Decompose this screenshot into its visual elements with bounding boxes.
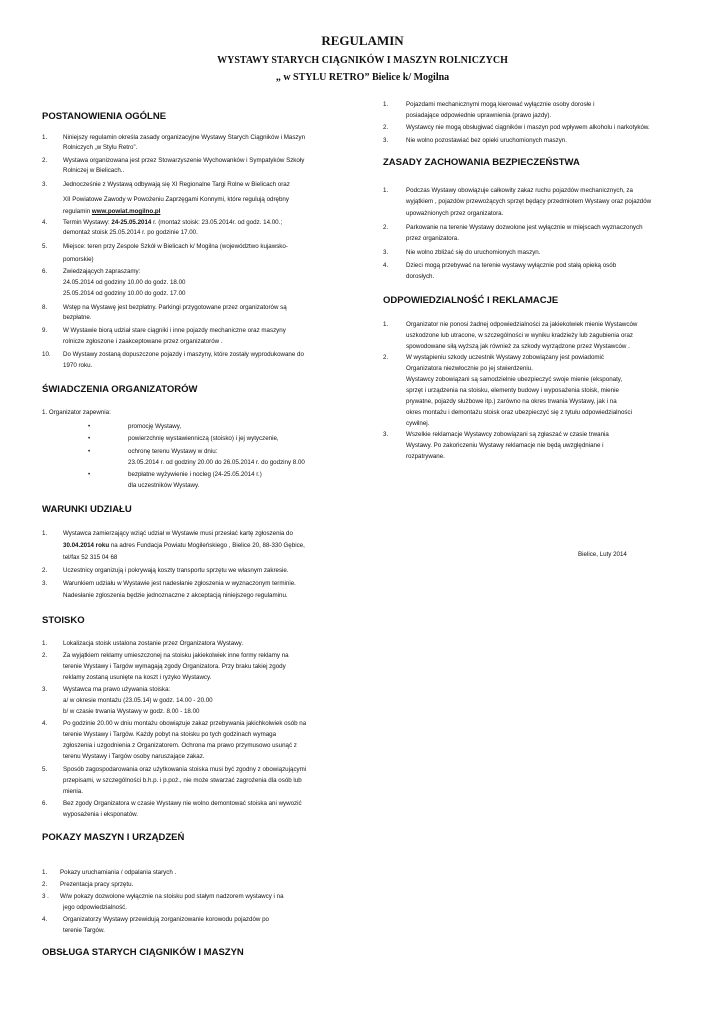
list-item-text: Organizatora niezwłocznie po jej stwierdzeniu. — [406, 365, 533, 372]
list-item-text: Miejsce: teren przy Zespole Szkół w Bielicach k/ Mogilna (województwo kujawsko- — [63, 243, 288, 250]
list-item-text: Po godzinie 20.00 w dniu montażu obowiązuje zakaz przebywania jakichkolwiek osób na — [63, 720, 307, 727]
list-number: 8. — [42, 304, 48, 311]
list-item-text: 23.05.2014 r. od godziny 20.00 do 26.05.2014 r. do godziny 8.00 — [128, 459, 305, 466]
list-item-text: Sposób zagospodarowania oraz użytkowania stoiska musi być zgodny z obowiązującymi — [63, 766, 307, 773]
list-number: 1. — [383, 187, 389, 194]
list-number: 2. — [42, 881, 48, 888]
list-item-text: demontaż stoisk 25.05.2014 r. po godzinie 17.00. — [63, 229, 198, 236]
list-item-text: Bez zgody Organizatora w czasie Wystawy nie wolno demontować stoiska ani wywozić — [63, 800, 302, 807]
list-item-text: jego odpowiedzialność. — [63, 904, 127, 911]
list-number: 2. — [383, 124, 389, 131]
list-item-text: regulamin — [63, 208, 92, 215]
list-item-text — [63, 542, 305, 549]
list-number: 5. — [42, 243, 48, 250]
list-number: 4. — [42, 916, 48, 923]
list-item-text — [63, 219, 282, 226]
bullet-icon: • — [88, 435, 91, 442]
list-item-text: cywilnej. — [406, 420, 430, 427]
list-item-text: Wstęp na Wystawę jest bezpłatny. Parkingi przygotowane przez organizatorów są — [63, 304, 287, 311]
list-item-text: terenu Wystawy i Targów osoby naruszające zakaz. — [63, 753, 205, 760]
list-item-text: dorosłych. — [406, 273, 435, 280]
list-item-text: pomorskie) — [63, 256, 94, 263]
list-number: 5. — [42, 766, 48, 773]
list-number: 1. — [42, 640, 48, 647]
list-item-text: Lokalizacja stoisk ustalona zostanie przez Organizatora Wystawy. — [63, 640, 244, 647]
list-item-text: Rolniczych „w Stylu Retro”. — [63, 144, 138, 151]
list-item-text: powierzchnię wystawienniczą (stoisko) i jej wytyczenie, — [128, 435, 279, 442]
list-item-text: Organizatorzy Wystawy przewidują zorganizowanie korowodu pojazdów po — [63, 916, 269, 923]
list-item-text: na adres Fundacja Powiatu Mogileńskiego , Bielice 20, 88-330 Gębice, — [109, 542, 305, 549]
list-number: 10. — [42, 351, 51, 358]
list-item-text: b/ w czasie trwania Wystawy w godz. 8.00 - 18.00 — [63, 708, 200, 715]
list-item-text: prywatne, pojazdy służbowe itp.) zarówno na okres trwania Wystawy, jak i na — [406, 398, 617, 405]
list-item-text: terenie Wystawy i Targów. Każdy pobyt na stoisku po tych godzinach wymaga — [63, 731, 277, 738]
list-item-text: 1970 roku. — [63, 362, 93, 369]
list-number: 3. — [383, 249, 389, 256]
document-title: REGULAMIN — [321, 33, 404, 48]
section-heading-odpowiedzialnosc: ODPOWIEDZIALNOŚĆ I REKLAMACJE — [383, 295, 559, 306]
list-item-text: Za wyjątkiem reklamy umieszczonej na stoisku jakiekolwiek inne formy reklamy na — [63, 652, 289, 659]
list-item-text: reklamy zostaną usunięte na koszt i ryzyko Wystawcy. — [63, 674, 212, 681]
list-item-text: Dzieci mogą przebywać na terenie wystawy wyłącznie pod stałą opieką osób — [406, 262, 617, 269]
list-item-text: bezpłatne. — [63, 314, 92, 321]
list-number: 4. — [42, 219, 48, 226]
list-item-text: Wystawca ma prawo używania stoiska: — [63, 686, 171, 693]
list-item-text: W wystąpieniu szkody uczestnik Wystawy zobowiązany jest powiadomić — [406, 354, 605, 361]
list-item-text: W/w pokazy dozwolone wyłącznie na stoisku pod stałym nadzorem wystawcy i na — [60, 893, 284, 900]
bullet-icon: • — [88, 423, 91, 430]
list-item-text: sprzęt i urządzenia na stoisku, elementy budowy i wyposażenia stoisk, mienie — [406, 387, 619, 394]
list-item-text: upoważnionych przez organizatora. — [406, 210, 504, 217]
list-item-text: Wszelkie reklamacje Wystawcy zobowiązani są zgłaszać w czasie trwania — [406, 431, 609, 438]
list-item-text: Prezentacja pracy sprzętu. — [60, 881, 134, 888]
section-heading-swiadczenia: ŚWIADCZENIA ORGANIZATORÓW — [42, 384, 198, 395]
list-item-text: tel/fax 52 315 04 68 — [63, 554, 118, 561]
list-number: 9. — [42, 327, 48, 334]
list-item-text: XII Powiatowe Zawody w Powożeniu Zaprzęgami Konnymi, które regulują odrębny — [63, 196, 289, 203]
list-item-text: Parkowanie na terenie Wystawy dozwolone jest wyłącznie w miejscach wyznaczonych — [406, 224, 643, 231]
list-item-text: Nie wolno zbliżać się do uruchomionych maszyn. — [406, 249, 541, 256]
list-item-text: terenie Targów. — [63, 927, 105, 934]
list-item-text: 1. Organizator zapewnia: — [42, 409, 111, 416]
section-heading-obsluga: OBSŁUGA STARYCH CIĄGNIKÓW I MASZYN — [42, 947, 244, 958]
list-number: 3. — [383, 431, 389, 438]
list-item-text: r. (montaż stoisk: 23.05.2014r. od godz. 14.00.; — [151, 219, 283, 226]
list-item-text: Pokazy uruchamiania / odpalania starych . — [60, 869, 177, 876]
list-item-text: rolnicze zgłoszone i zaakceptowane przez organizatorów . — [63, 338, 223, 345]
list-item-text: promocję Wystawy, — [128, 423, 182, 430]
list-item-text: Rolniczej w Bielicach.. — [63, 167, 125, 174]
list-item-text: Podczas Wystawy obowiązuje całkowity zakaz ruchu pojazdów mechanicznych, za — [406, 187, 633, 194]
list-number: 3 . — [42, 893, 49, 900]
list-number: 2. — [42, 157, 48, 164]
list-item-text: Do Wystawy zostaną dopuszczone pojazdy i maszyny, które zostały wyprodukowane do — [63, 351, 304, 358]
bullet-icon: • — [88, 471, 91, 478]
list-item-text: dla uczestników Wystawy. — [128, 482, 200, 489]
list-item-text: Uczestnicy organizują i pokrywają koszty transportu sprzętu we własnym zakresie. — [63, 567, 289, 574]
list-item-text: 24.05.2014 od godziny 10.00 do godz. 18.00 — [63, 279, 186, 286]
list-item-text: przepisami, w szczególności b.h.p. i p.poż., nie może stwarzać zagrożenia dla osób lub — [63, 777, 302, 784]
list-number: 1. — [42, 869, 48, 876]
list-item-text: a/ w okresie montażu (23.05.14) w godz. 14.00 - 20.00 — [63, 697, 213, 704]
list-item-text: uszkodzone lub utracone, w szczególności w wyniku kradzieży lub zagubienia oraz — [406, 332, 633, 339]
list-item-text: Organizator nie ponosi żadnej odpowiedzialności za jakiekolwiek mienie Wystawców — [406, 321, 638, 328]
list-item-text: Jednocześnie z Wystawą odbywają się XI Regionalne Targi Rolne w Bielicach oraz — [63, 181, 290, 188]
list-item-text: posiadające odpowiednie uprawnienia (prawo jazdy). — [406, 112, 552, 119]
list-number: 3. — [42, 181, 48, 188]
list-number: 1. — [383, 101, 389, 108]
list-item-text: Pojazdami mechanicznymi mogą kierować wyłącznie osoby dorosłe i — [406, 101, 595, 108]
list-item-text: rozpatrywane. — [406, 453, 445, 460]
list-number: 1. — [42, 530, 48, 537]
list-item-text: Nie wolno pozostawiać bez opieki uruchomionych maszyn. — [406, 137, 567, 144]
list-number: 2. — [42, 567, 48, 574]
list-number: 3. — [42, 686, 48, 693]
list-item-text: W Wystawie biorą udział stare ciągniki i inne pojazdy mechaniczne oraz maszyny — [63, 327, 286, 334]
list-item-text: zgłoszenia i uzgodnienia z Organizatorem. Ochrona ma prawo przymusowo usunąć z — [63, 742, 297, 749]
website-link[interactable]: www.powiat.mogilno.pl — [91, 208, 161, 215]
list-item-text — [63, 208, 160, 215]
section-heading-zasady: ZASADY ZACHOWANIA BEZPIECZEŃSTWA — [383, 157, 580, 168]
list-number: 2. — [383, 354, 389, 361]
list-item-text: przez organizatora. — [406, 235, 459, 242]
list-number: 6. — [42, 800, 48, 807]
section-heading-stoisko: STOISKO — [42, 615, 85, 626]
list-number: 2. — [42, 652, 48, 659]
list-item-text: Wystawcy nie mogą obsługiwać ciągników i maszyn pod wpływem alkoholu i narkotyków. — [406, 124, 650, 131]
section-heading-warunki: WARUNKI UDZIAŁU — [42, 504, 132, 515]
section-heading-pokazy: POKAZY MASZYN I URZĄDZEŃ — [42, 832, 185, 843]
bullet-icon: • — [88, 448, 91, 455]
document-subtitle: WYSTAWY STARYCH CIĄGNIKÓW I MASZYN ROLNICZYCH — [217, 55, 508, 66]
list-item-text: okres montażu i demontażu stoisk oraz ubezpieczyć się z tytułu odpowiedzialności — [406, 409, 632, 416]
list-item-text: Niniejszy regulamin określa zasady organizacyjne Wystawy Starych Ciągników i Maszyn — [63, 134, 306, 141]
list-item-text: Termin Wystawy: — [63, 219, 112, 226]
list-number: 1. — [383, 321, 389, 328]
list-item-text: Wystawcy zobowiązani są samodzielnie ubezpieczyć swoje mienie (eksponaty, — [406, 376, 623, 383]
list-item-text: bezpłatne wyżywienie i nocleg (24-25.05.2014 r.) — [128, 471, 262, 478]
list-item-text: wyposażenia i eksponatów. — [63, 811, 138, 818]
list-number: 3. — [383, 137, 389, 144]
list-item-text: wyjątkiem , pojazdów przewożących sprzęt będący przedmiotem Wystawy oraz pojazdów — [406, 198, 652, 205]
list-item-text: 25.05.2014 od godziny 10.00 do godz. 17.00 — [63, 290, 186, 297]
list-number: 4. — [42, 720, 48, 727]
event-dates: 24-25.05.2014 — [111, 219, 152, 226]
list-number: 2. — [383, 224, 389, 231]
list-number: 6. — [42, 268, 48, 275]
list-item-text: Wystawy. Po zakończeniu Wystawy reklamacje nie będą uwzględniane i — [406, 442, 604, 449]
section-heading-postanowienia: POSTANOWIENIA OGÓLNE — [42, 111, 167, 122]
list-number: 1. — [42, 134, 48, 141]
document-subtitle-location: „ w STYLU RETRO” Bielice k/ Mogilna — [275, 72, 450, 83]
list-item-text: mienia. — [63, 788, 83, 795]
list-item-text: Wystawca zamierzający wziąć udział w Wystawie musi przesłać kartę zgłoszenia do — [63, 530, 293, 537]
list-number: 4. — [383, 262, 389, 269]
place-and-date: Bielice, Luty 2014 — [578, 551, 627, 558]
list-item-text: Warunkiem udziału w Wystawie jest nadesłanie zgłoszenia w wyznaczonym terminie. — [63, 580, 296, 587]
list-item-text: Wystawa organizowana jest przez Stowarzyszenie Wychowanków i Sympatyków Szkoły — [63, 157, 305, 164]
deadline-date: 30.04.2014 roku — [63, 542, 110, 549]
list-item-text: Zwiedzających zapraszamy: — [63, 268, 141, 275]
list-item-text: ochronę terenu Wystawy w dniu: — [128, 448, 218, 455]
list-item-text: Nadesłanie zgłoszenia będzie jednoznaczne z akceptacją niniejszego regulaminu. — [63, 592, 288, 599]
list-item-text: terenie Wystawy i Targów wymagają zgody Organizatora. Przy braku takiej zgody — [63, 663, 286, 670]
list-item-text: spowodowane siłą wyższą jak również za szkody wyrządzone przez Wystawców . — [406, 343, 630, 350]
list-number: 3. — [42, 580, 48, 587]
